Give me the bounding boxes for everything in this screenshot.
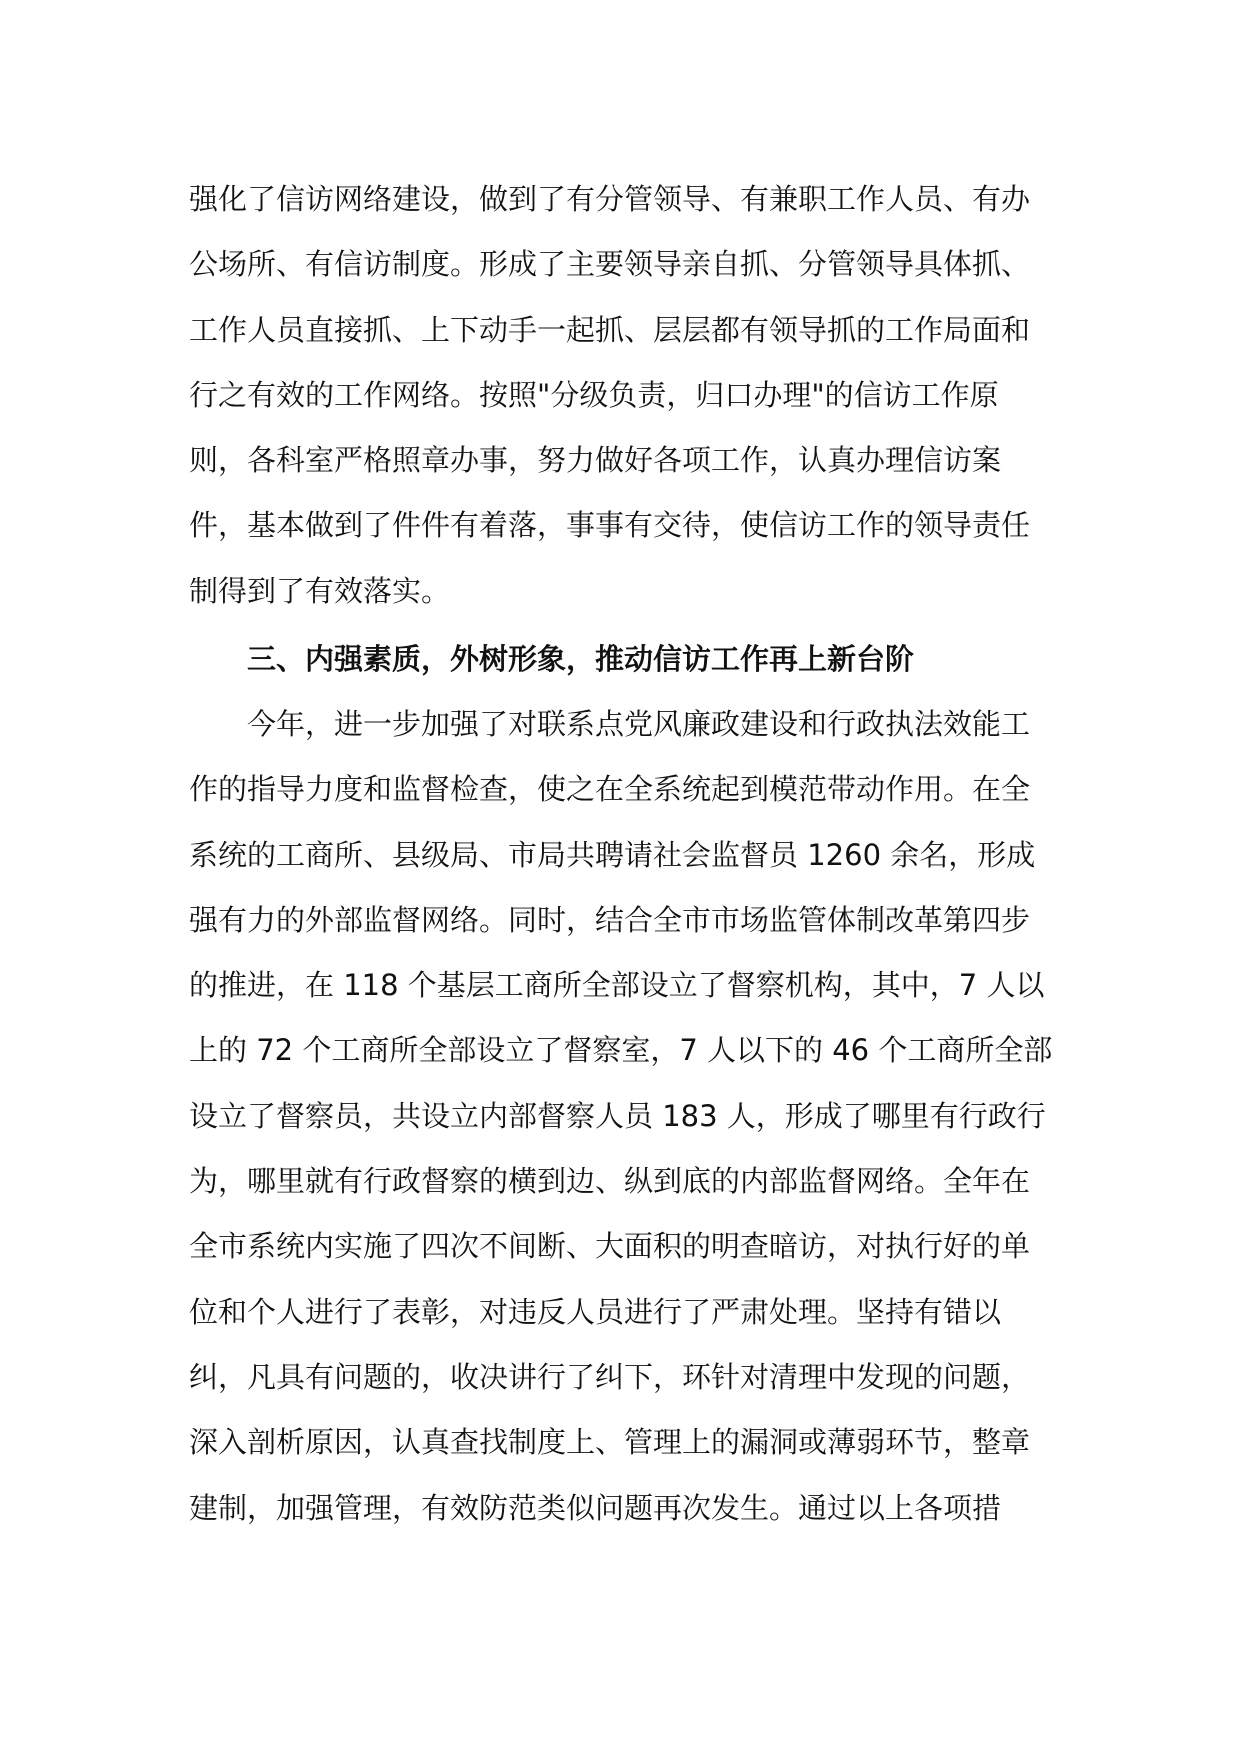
paragraph-line: 为，哪里就有行政督察的横到边、纵到底的内部监督网络。全年在 [189,1164,1031,1199]
paragraph-1 [189,167,1069,624]
paragraph-line: 全市系统内实施了四次不间断、大面积的明查暗访，对执行好的单 [189,1229,1031,1264]
paragraph-line: 则，各科室严格照章办事，努力做好各项工作，认真办理信访案 [189,443,1002,478]
paragraph-line: 公场所、有信访制度。形成了主要领导亲自抓、分管领导具体抓、 [189,247,1031,282]
paragraph-line: 深入剖析原因，认真查找制度上、管理上的漏洞或薄弱环节，整章 [189,1425,1031,1460]
paragraph-line: 行之有效的工作网络。按照"分级负责，归口办理"的信访工作原 [189,377,999,412]
paragraph-line: 设立了督察员，共设立内部督察人员 183 人，形成了哪里有行政行 [189,1098,1046,1133]
paragraph-line: 件，基本做到了件件有着落，事事有交待，使信访工作的领导责任 [189,508,1031,543]
paragraph-line: 的推进，在 118 个基层工商所全部设立了督察机构，其中，7 人以 [189,968,1045,1003]
paragraph-line: 纠，凡具有问题的，收决讲行了纠下，环针对清理中发现的问题， [189,1359,1031,1394]
section-heading: 三、内强素质，外树形象，推动信访工作再上新台阶 [247,642,915,676]
paragraph-line: 制得到了有效落实。 [189,573,451,608]
paragraph-line: 上的 72 个工商所全部设立了督察室，7 人以下的 46 个工商所全部 [189,1033,1053,1068]
paragraph-line: 位和个人进行了表彰，对违反人员进行了严肃处理。坚持有错以 [189,1294,1002,1329]
paragraph-2 [189,692,1069,1541]
paragraph-line: 作的指导力度和监督检查，使之在全系统起到模范带动作用。在全 [189,772,1031,807]
paragraph-line: 工作人员直接抓、上下动手一起抓、层层都有领导抓的工作局面和 [189,312,1031,347]
paragraph-line: 强化了信访网络建设，做到了有分管领导、有兼职工作人员、有办 [189,182,1031,216]
paragraph-line: 今年，进一步加强了对联系点党风廉政建设和行政执法效能工 [247,707,1031,741]
paragraph-line: 建制，加强管理，有效防范类似问题再次发生。通过以上各项措 [189,1490,1002,1525]
paragraph-line: 系统的工商所、县级局、市局共聘请社会监督员 1260 余名，形成 [189,837,1036,872]
paragraph-line: 强有力的外部监督网络。同时，结合全市市场监管体制改革第四步 [189,902,1031,937]
